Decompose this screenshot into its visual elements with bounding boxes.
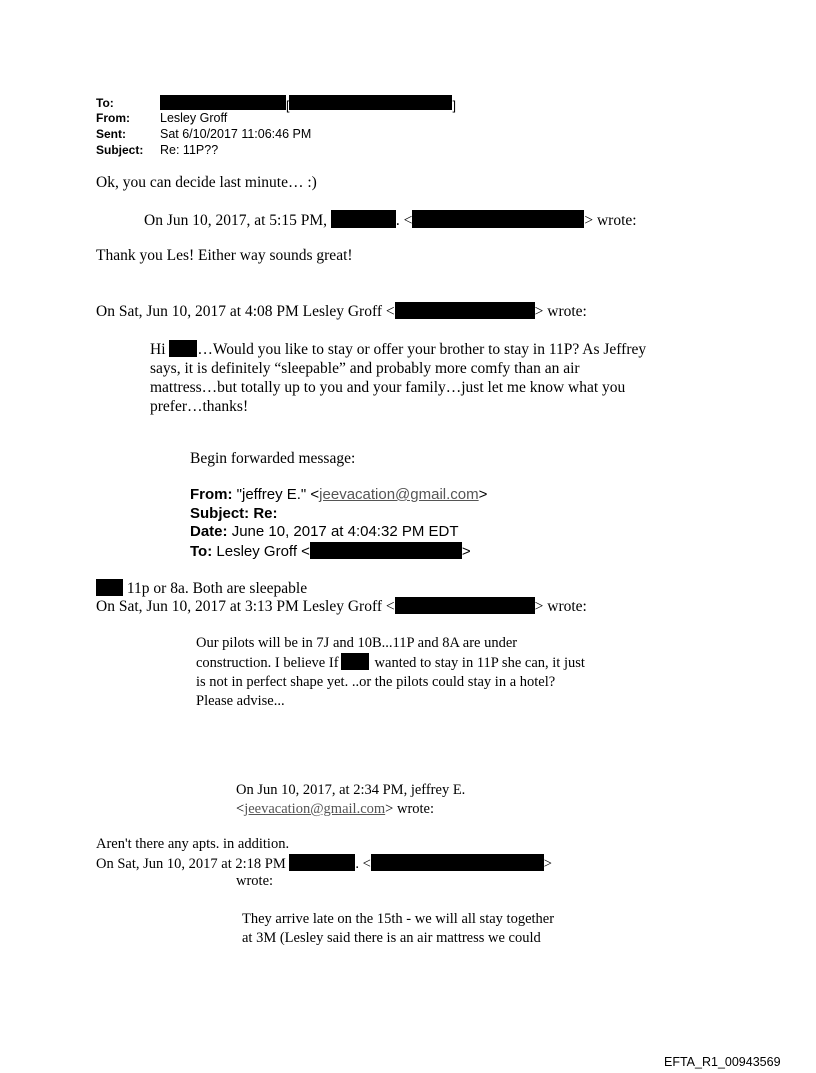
redaction-block [395, 597, 535, 614]
hi-line-1-text: …Would you like to stay or offer your brother to stay in 11P? As Jeffrey [197, 341, 647, 358]
sleepable-line [96, 579, 307, 598]
reply-thanks: Thank you Les! Either way sounds great! [96, 247, 353, 264]
pilots-line-2 [196, 653, 585, 673]
fwd-from-close: > [478, 486, 488, 503]
quote-prefix: On Sat, Jun 10, 2017 at 3:13 PM Lesley Groff < [96, 598, 395, 615]
quote-prefix: On Jun 10, 2017, at 5:15 PM, [144, 212, 327, 229]
quote5-wrote: wrote: [236, 873, 274, 889]
quote4-close: > wrote: [385, 801, 435, 817]
pilots-line-3: is not in perfect shape yet. ..or the pilots could stay in a hotel? [196, 674, 556, 690]
to-bracket-close: ] [452, 99, 456, 113]
hi-word: Hi [150, 341, 166, 358]
quote-header-4 [236, 781, 465, 819]
redaction-block [169, 340, 197, 357]
hi-line-2: says, it is definitely “sleepable” and probably more comfy than an air [150, 360, 580, 377]
redaction-block [331, 210, 396, 228]
fwd-date [190, 523, 487, 542]
redaction-block [96, 579, 123, 596]
fwd-subject [190, 505, 487, 524]
fwd-to-close: > [461, 542, 471, 560]
quote-suffix: > wrote: [534, 303, 587, 320]
fwd-from-label: From: [190, 486, 233, 503]
pilots-paragraph [196, 634, 585, 711]
arrive-line-1: They arrive late on the 15th - we will all stay together [242, 911, 555, 927]
sleepable-text: 11p or 8a. Both are sleepable [126, 580, 308, 597]
quote-header-5 [96, 854, 552, 873]
bates-number: EFTA_R1_00943569 [664, 1055, 781, 1069]
quote-mid: . < [395, 212, 413, 229]
to-label: To: [96, 96, 114, 110]
quote-header-2 [96, 302, 587, 321]
to-bracket-open: [ [286, 99, 290, 113]
redaction-block [160, 95, 286, 110]
apts-line: Aren't there any apts. in addition. [96, 836, 290, 852]
sent-value: Sat 6/10/2017 11:06:46 PM [160, 127, 312, 141]
redaction-block [412, 210, 584, 228]
redaction-block [371, 854, 544, 871]
sent-label: Sent: [96, 127, 126, 141]
fwd-to-value: Lesley Groff < [216, 542, 310, 560]
fwd-to [190, 542, 487, 562]
arrive-line-2: at 3M (Lesley said there is an air mattress we could [242, 930, 541, 946]
quote-mid: . < [355, 856, 371, 872]
fwd-from-name: "jeffrey E." < [236, 486, 320, 503]
redaction-block [289, 854, 355, 871]
fwd-to-label: To: [190, 542, 213, 560]
fwd-from-email-link[interactable]: jeevacation@gmail.com [319, 486, 479, 503]
quote-header-3 [96, 597, 587, 616]
hi-line-4: prefer…thanks! [150, 398, 249, 415]
from-label: From: [96, 111, 130, 125]
redaction-block [310, 542, 462, 559]
subject-label: Subject: [96, 143, 144, 157]
quote4-line-1: On Jun 10, 2017, at 2:34 PM, jeffrey E. [236, 782, 466, 798]
pilots-line-2-a: construction. I believe If [196, 655, 339, 671]
quote-header-1 [144, 210, 637, 230]
arrive-paragraph [242, 910, 554, 948]
fwd-date-label: Date: [190, 523, 228, 540]
quote4-email-open: < [236, 801, 245, 817]
hi-line-1 [150, 340, 646, 359]
begin-forwarded: Begin forwarded message: [190, 450, 356, 467]
pilots-line-2-b: wanted to stay in 11P she can, it just [374, 655, 585, 671]
quote-suffix: > wrote: [584, 212, 637, 229]
quote-close: > [543, 856, 552, 872]
redaction-block [395, 302, 535, 319]
forwarded-headers [190, 486, 487, 561]
quote4-email-link[interactable]: jeevacation@gmail.com [244, 801, 386, 817]
hi-line-3: mattress…but totally up to you and your family…just let me know what you [150, 379, 626, 396]
subject-value: Re: 11P?? [160, 143, 219, 157]
pilots-line-1: Our pilots will be in 7J and 10B...11P and 8A are under [196, 635, 518, 651]
redaction-block [289, 95, 452, 110]
fwd-date-value: June 10, 2017 at 4:04:32 PM EDT [231, 523, 459, 540]
reply-lesley: Ok, you can decide last minute… :) [96, 174, 317, 191]
quote-prefix: On Sat, Jun 10, 2017 at 4:08 PM Lesley Groff < [96, 303, 395, 320]
fwd-subject-label: Subject: Re: [190, 504, 278, 522]
quote-suffix: > wrote: [534, 598, 587, 615]
quote4-line-2 [236, 800, 465, 819]
hi-paragraph [150, 340, 646, 416]
from-value: Lesley Groff [160, 111, 228, 125]
fwd-from [190, 486, 487, 505]
pilots-line-4: Please advise... [196, 693, 285, 709]
quote-prefix: On Sat, Jun 10, 2017 at 2:18 PM [96, 856, 286, 872]
redaction-block [341, 653, 369, 670]
